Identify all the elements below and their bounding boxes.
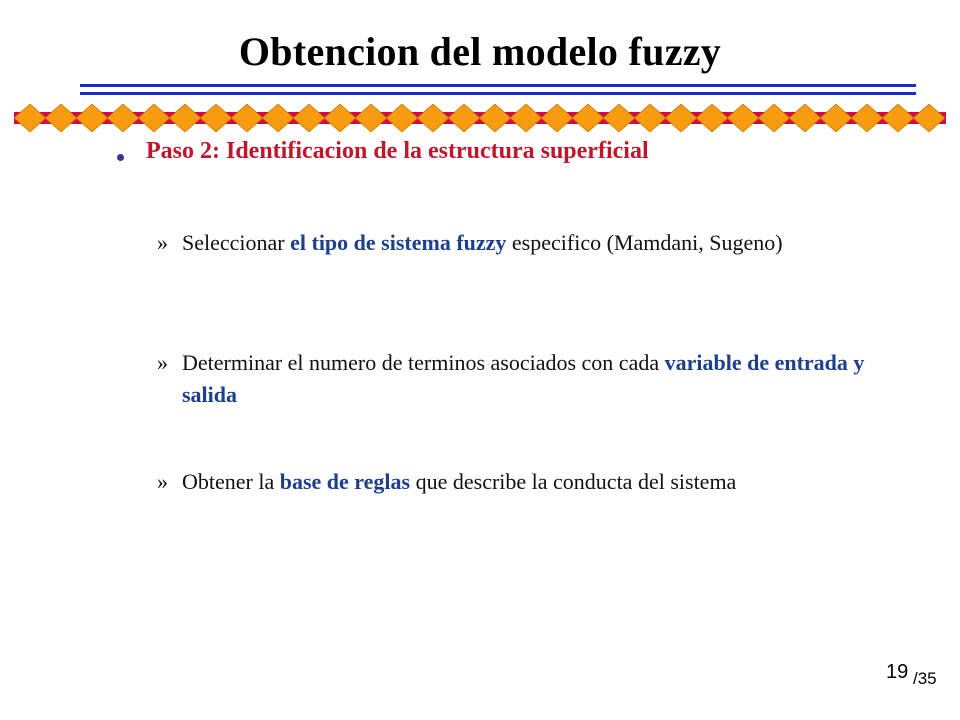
diamond-ornament — [634, 104, 666, 132]
title-rule-bottom — [80, 92, 916, 95]
diamond-ornament — [76, 104, 108, 132]
list-item-text — [157, 347, 877, 411]
chevron-icon: » — [157, 469, 168, 494]
list-item-highlight: variable de entrada y salida — [182, 350, 865, 407]
diamond-ornament — [293, 104, 325, 132]
diamond-ornament — [107, 104, 139, 132]
diamond-ornament — [14, 104, 46, 132]
diamond-ornament — [696, 104, 728, 132]
list-item-text — [157, 227, 877, 259]
list-item — [157, 466, 877, 498]
diamond-ornament — [45, 104, 77, 132]
list-item — [157, 227, 877, 259]
list-item-post: especifico (Mamdani, Sugeno) — [506, 230, 783, 255]
diamond-ornament — [851, 104, 883, 132]
title-rule-top — [80, 84, 916, 87]
list-item-highlight: el tipo de sistema fuzzy — [290, 230, 507, 255]
slide-title: Obtencion del modelo fuzzy — [238, 29, 722, 74]
diamond-ornament — [479, 104, 511, 132]
page-total: /35 — [913, 669, 937, 688]
diamond-ornament — [789, 104, 821, 132]
diamond-band — [14, 104, 946, 134]
diamond-ornament — [665, 104, 697, 132]
diamond-ornament — [913, 104, 945, 132]
chevron-icon: » — [157, 230, 168, 255]
list-item-pre: Determinar el numero de terminos asociados con cada — [182, 350, 665, 375]
list-item-pre: Seleccionar — [182, 230, 291, 255]
chevron-icon: » — [157, 350, 168, 375]
diamond-ornament — [758, 104, 790, 132]
diamond-ornament — [355, 104, 387, 132]
diamond-ornament — [324, 104, 356, 132]
diamond-ornament — [572, 104, 604, 132]
diamond-ornament — [882, 104, 914, 132]
list-item — [157, 347, 877, 411]
diamond-ornament — [727, 104, 759, 132]
diamond-ornament — [603, 104, 635, 132]
diamond-ornament — [510, 104, 542, 132]
diamond-ornament — [200, 104, 232, 132]
list-item-text — [157, 466, 877, 498]
list-item-highlight: base de reglas — [279, 469, 411, 494]
list-item-pre: Obtener la — [182, 469, 280, 494]
diamond-ornament — [417, 104, 449, 132]
diamond-ornament — [169, 104, 201, 132]
diamond-ornament — [386, 104, 418, 132]
diamond-ornament — [231, 104, 263, 132]
diamond-ornament — [820, 104, 852, 132]
diamond-ornament — [262, 104, 294, 132]
section-heading — [117, 138, 649, 165]
page-number: 19 — [886, 661, 909, 683]
section-heading-text: Paso 2: Identificacion de la estructura superficial — [146, 138, 649, 164]
diamond-ornament — [541, 104, 573, 132]
diamond-ornament — [448, 104, 480, 132]
list-item-post: que describe la conducta del sistema — [410, 469, 737, 494]
diamond-ornament — [138, 104, 170, 132]
